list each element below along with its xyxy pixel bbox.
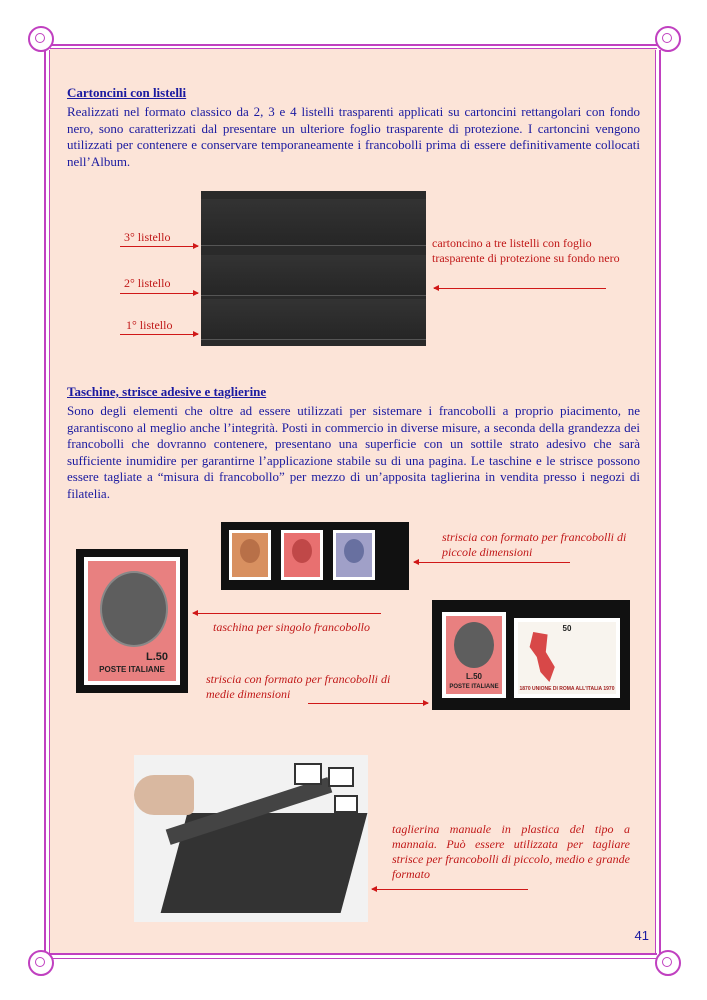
caption-medium-strip: striscia con formato per francobolli di medie dimensioni (206, 672, 391, 701)
caption-cutter: taglierina manuale in plastica del tipo a mannaia. Può essere utilizzata per tagliare strisce per francobolli di piccolo, medio e grande formato (392, 822, 630, 881)
frame-left-line (44, 50, 46, 955)
stock-card-photo (201, 191, 426, 346)
frame-left-line-inner (49, 50, 50, 955)
arrow-stock-card-caption (434, 288, 606, 289)
label-strip-1: 1° listello (126, 318, 173, 332)
frame-right-line (659, 50, 661, 955)
page-number: 41 (634, 928, 649, 943)
small-stamp-2 (281, 530, 323, 580)
single-pocket-photo (76, 549, 188, 693)
stamp-country: POSTE ITALIANE (99, 665, 165, 674)
small-stamp-1 (229, 530, 271, 580)
frame-bottom-line-inner (50, 958, 657, 959)
medium-stamp-country: POSTE ITALIANE (449, 684, 499, 690)
arrow-medium-strip (308, 703, 428, 704)
cutter-sample-stamp-2 (328, 767, 354, 787)
arrow-cutter (372, 889, 528, 890)
arrow-strip-1 (120, 334, 198, 335)
cutter-sample-stamp-3 (334, 795, 358, 813)
medium-strip-stamp-1 (442, 612, 506, 698)
corner-ornament-top-left (28, 26, 54, 52)
second-stamp-value: 50 (562, 624, 572, 633)
cutter-hand (134, 775, 194, 815)
small-stamps-strip-photo (221, 522, 409, 590)
single-pocket-stamp (84, 557, 180, 685)
label-strip-3: 3° listello (124, 230, 171, 244)
corner-ornament-bottom-left (28, 950, 54, 976)
italy-map-shape (526, 632, 562, 682)
corner-ornament-bottom-right (655, 950, 681, 976)
section-paragraph-taschine: Sono degli elementi che oltre ad essere utilizzati per sistemare i francobolli a proprio piacimento, ne garantiscono al meglio anche l’integrità. Posti in commercio in diverse misure, a seconda della grandezza dei francobolli che dovranno contenere, presentano una superficie con un sottile strato adesivo che sarà sufficiente inumidire per garantirne l’applicazione stabile su di una pagina. Le taschine e le strisce possono essere tagliate a “misura di francobollo” per mezzo di un’apposita taglierina in vendita presso i negozi di filatelia. (67, 403, 640, 501)
section-heading-cartoncini: Cartoncini con listelli (67, 85, 187, 100)
frame-top-line (50, 44, 657, 46)
stock-card-strip-2 (201, 255, 426, 296)
stock-card-strip-1 (201, 299, 426, 340)
frame-top-line-inner (50, 48, 657, 49)
arrow-single-pocket (193, 613, 381, 614)
stamp-value: L.50 (145, 651, 168, 663)
medium-strip-photo (432, 600, 630, 710)
stamp-medallion (100, 571, 168, 647)
caption-small-strip: striscia con formato per francobolli di piccole dimensioni (442, 530, 627, 559)
caption-single-pocket: taschina per singolo francobollo (213, 620, 370, 634)
frame-right-line-inner (655, 50, 656, 955)
cutter-sample-stamp-1 (294, 763, 322, 785)
section-paragraph-cartoncini: Realizzati nel formato classico da 2, 3 e 4 listelli trasparenti applicati su cartoncini rettangolari con fondo nero, sono caratterizzati dal presentare un ulteriore foglio trasparente di protezione. I cartoncini vengono utilizzati per contenere e conservare temporaneamente i francobolli prima di essere definitivamente collocati nell’Album. (67, 104, 640, 169)
small-stamp-3 (333, 530, 375, 580)
label-stock-card-caption: cartoncino a tre listelli con foglio trasparente di protezione su fondo nero (432, 236, 620, 265)
second-stamp-caption: 1870 UNIONE DI ROMA ALL'ITALIA 1970 (519, 686, 615, 692)
medium-strip-stamp-2 (514, 618, 620, 698)
arrow-strip-3 (120, 246, 198, 247)
medium-stamp-value: L.50 (465, 672, 482, 681)
frame-bottom-line (50, 953, 657, 955)
corner-ornament-top-right (655, 26, 681, 52)
stock-card-strip-3 (201, 199, 426, 246)
cutter-photo (134, 755, 368, 922)
section-heading-taschine: Taschine, strisce adesive e taglierine (67, 384, 267, 399)
label-strip-2: 2° listello (124, 276, 171, 290)
arrow-strip-2 (120, 293, 198, 294)
arrow-small-strip (414, 562, 570, 563)
